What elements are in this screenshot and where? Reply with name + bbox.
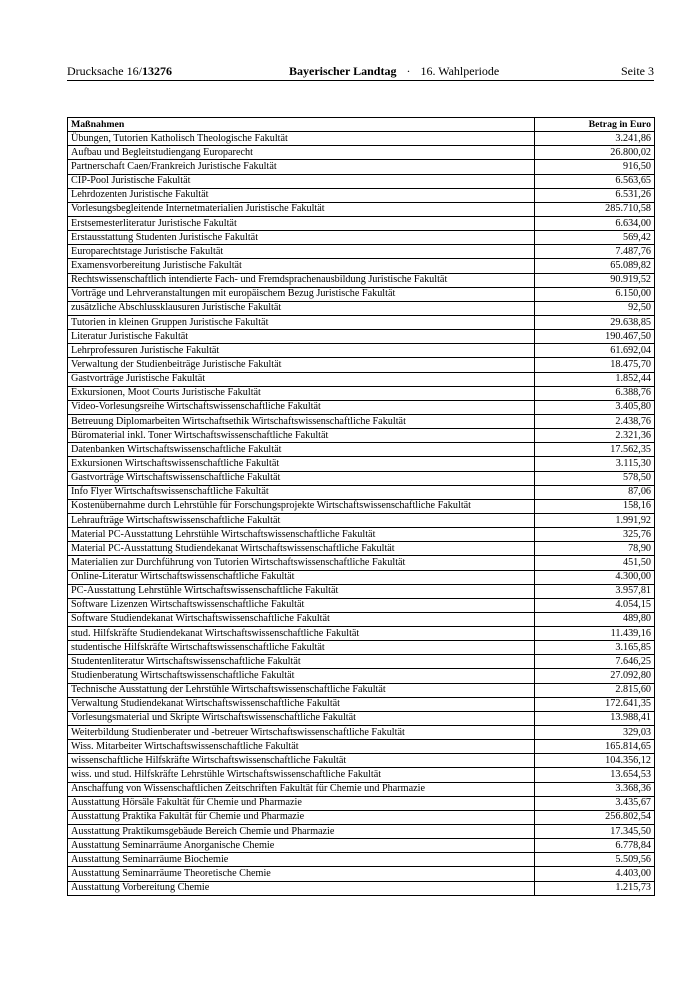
table-row bbox=[68, 443, 655, 457]
table-row bbox=[68, 612, 655, 626]
column-header-amount: Betrag in Euro bbox=[535, 118, 655, 132]
measure-name: Büromaterial inkl. Toner Wirtschaftswissenschaftliche Fakultät bbox=[68, 429, 535, 443]
measure-name: Ausstattung Praktika Fakultät für Chemie und Pharmazie bbox=[68, 810, 535, 824]
measure-name: Kostenübernahme durch Lehrstühle für Forschungsprojekte Wirtschaftswissenschaftliche Fakultät bbox=[68, 499, 535, 513]
table-row bbox=[68, 556, 655, 570]
measure-amount: 13.988,41 bbox=[535, 711, 655, 725]
measure-name: Software Lizenzen Wirtschaftswissenschaftliche Fakultät bbox=[68, 598, 535, 612]
table-row bbox=[68, 598, 655, 612]
table-row bbox=[68, 754, 655, 768]
measure-amount: 6.531,26 bbox=[535, 188, 655, 202]
measure-amount: 3.957,81 bbox=[535, 584, 655, 598]
measure-amount: 78,90 bbox=[535, 542, 655, 556]
column-header-measures: Maßnahmen bbox=[68, 118, 535, 132]
table-row bbox=[68, 669, 655, 683]
measure-name: Weiterbildung Studienberater und -betreuer Wirtschaftswissenschaftliche Fakultät bbox=[68, 726, 535, 740]
measure-name: wiss. und stud. Hilfskräfte Lehrstühle Wirtschaftswissenschaftliche Fakultät bbox=[68, 768, 535, 782]
measure-name: Studentenliteratur Wirtschaftswissenschaftliche Fakultät bbox=[68, 655, 535, 669]
measures-table bbox=[67, 117, 655, 896]
measure-amount: 190.467,50 bbox=[535, 330, 655, 344]
measure-amount: 3.115,30 bbox=[535, 457, 655, 471]
table-row bbox=[68, 429, 655, 443]
measure-name: Literatur Juristische Fakultät bbox=[68, 330, 535, 344]
table-row bbox=[68, 655, 655, 669]
measure-name: zusätzliche Abschlussklausuren Juristische Fakultät bbox=[68, 301, 535, 315]
measure-amount: 569,42 bbox=[535, 231, 655, 245]
measure-amount: 61.692,04 bbox=[535, 344, 655, 358]
measure-amount: 3.165,85 bbox=[535, 641, 655, 655]
table-row bbox=[68, 245, 655, 259]
measure-amount: 7.646,25 bbox=[535, 655, 655, 669]
table-row bbox=[68, 132, 655, 146]
measure-amount: 2.321,36 bbox=[535, 429, 655, 443]
measure-name: Verwaltung der Studienbeiträge Juristische Fakultät bbox=[68, 358, 535, 372]
table-row bbox=[68, 726, 655, 740]
measure-name: Video-Vorlesungsreihe Wirtschaftswissenschaftliche Fakultät bbox=[68, 400, 535, 414]
measure-name: Datenbanken Wirtschaftswissenschaftliche Fakultät bbox=[68, 443, 535, 457]
measure-name: Tutorien in kleinen Gruppen Juristische Fakultät bbox=[68, 315, 535, 329]
table-row bbox=[68, 839, 655, 853]
page-header bbox=[67, 63, 654, 79]
measure-amount: 256.802,54 bbox=[535, 810, 655, 824]
table-row bbox=[68, 386, 655, 400]
measure-amount: 158,16 bbox=[535, 499, 655, 513]
table-row bbox=[68, 315, 655, 329]
measure-amount: 90.919,52 bbox=[535, 273, 655, 287]
measure-amount: 6.634,00 bbox=[535, 216, 655, 230]
measure-name: Erstsemesterliteratur Juristische Fakultät bbox=[68, 216, 535, 230]
measure-amount: 172.641,35 bbox=[535, 697, 655, 711]
measure-amount: 5.509,56 bbox=[535, 853, 655, 867]
measure-amount: 1.852,44 bbox=[535, 372, 655, 386]
table-row bbox=[68, 853, 655, 867]
measure-name: Ausstattung Hörsäle Fakultät für Chemie und Pharmazie bbox=[68, 796, 535, 810]
measure-amount: 6.150,00 bbox=[535, 287, 655, 301]
measure-amount: 3.241,86 bbox=[535, 132, 655, 146]
measure-amount: 104.356,12 bbox=[535, 754, 655, 768]
measure-amount: 3.435,67 bbox=[535, 796, 655, 810]
measure-name: Ausstattung Seminarräume Biochemie bbox=[68, 853, 535, 867]
table-row bbox=[68, 499, 655, 513]
measure-name: Europarechtstage Juristische Fakultät bbox=[68, 245, 535, 259]
measure-name: Ausstattung Praktikumsgebäude Bereich Chemie und Pharmazie bbox=[68, 825, 535, 839]
measure-name: Betreuung Diplomarbeiten Wirtschaftsethik Wirtschaftswissenschaftliche Fakultät bbox=[68, 414, 535, 428]
measure-amount: 451,50 bbox=[535, 556, 655, 570]
measure-amount: 65.089,82 bbox=[535, 259, 655, 273]
table-body bbox=[68, 132, 655, 896]
table-row bbox=[68, 457, 655, 471]
measure-name: Erstausstattung Studenten Juristische Fakultät bbox=[68, 231, 535, 245]
measure-amount: 1.215,73 bbox=[535, 881, 655, 895]
measure-amount: 7.487,76 bbox=[535, 245, 655, 259]
table-row bbox=[68, 796, 655, 810]
measure-amount: 29.638,85 bbox=[535, 315, 655, 329]
table-row bbox=[68, 216, 655, 230]
measure-amount: 2.815,60 bbox=[535, 683, 655, 697]
measure-name: Lehraufträge Wirtschaftswissenschaftliche Fakultät bbox=[68, 513, 535, 527]
measure-name: Vorträge und Lehrveranstaltungen mit europäischem Bezug Juristische Fakultät bbox=[68, 287, 535, 301]
measure-amount: 6.778,84 bbox=[535, 839, 655, 853]
measure-name: Gastvorträge Juristische Fakultät bbox=[68, 372, 535, 386]
measure-amount: 4.403,00 bbox=[535, 867, 655, 881]
table-row bbox=[68, 740, 655, 754]
measure-name: Material PC-Ausstattung Studiendekanat Wirtschaftswissenschaftliche Fakultät bbox=[68, 542, 535, 556]
table-row bbox=[68, 697, 655, 711]
measure-name: Materialien zur Durchführung von Tutorien Wirtschaftswissenschaftliche Fakultät bbox=[68, 556, 535, 570]
table-row bbox=[68, 231, 655, 245]
measure-name: Technische Ausstattung der Lehrstühle Wirtschaftswissenschaftliche Fakultät bbox=[68, 683, 535, 697]
measure-amount: 87,06 bbox=[535, 485, 655, 499]
measure-name: Software Studiendekanat Wirtschaftswissenschaftliche Fakultät bbox=[68, 612, 535, 626]
document-prefix: Drucksache 16/ bbox=[67, 64, 142, 78]
measure-name: CIP-Pool Juristische Fakultät bbox=[68, 174, 535, 188]
measure-amount: 92,50 bbox=[535, 301, 655, 315]
measure-amount: 6.563,65 bbox=[535, 174, 655, 188]
document-number bbox=[67, 63, 172, 79]
measure-amount: 3.368,36 bbox=[535, 782, 655, 796]
measure-amount: 329,03 bbox=[535, 726, 655, 740]
table-row bbox=[68, 372, 655, 386]
measure-name: Online-Literatur Wirtschaftswissenschaftliche Fakultät bbox=[68, 570, 535, 584]
table-header-row bbox=[68, 118, 655, 132]
measure-name: Wiss. Mitarbeiter Wirtschaftswissenschaftliche Fakultät bbox=[68, 740, 535, 754]
table-row bbox=[68, 259, 655, 273]
measure-amount: 3.405,80 bbox=[535, 400, 655, 414]
header-rule bbox=[67, 80, 654, 81]
table-row bbox=[68, 711, 655, 725]
measure-name: Lehrprofessuren Juristische Fakultät bbox=[68, 344, 535, 358]
table-row bbox=[68, 881, 655, 895]
measure-amount: 11.439,16 bbox=[535, 627, 655, 641]
document-id: 13276 bbox=[141, 64, 172, 78]
measure-name: Anschaffung von Wissenschaftlichen Zeitschriften Fakultät für Chemie und Pharmazie bbox=[68, 782, 535, 796]
measure-amount: 17.562,35 bbox=[535, 443, 655, 457]
page-number: Seite 3 bbox=[621, 64, 654, 78]
parliament-title: Bayerischer Landtag bbox=[289, 64, 397, 78]
table-row bbox=[68, 146, 655, 160]
measure-amount: 578,50 bbox=[535, 471, 655, 485]
measure-amount: 13.654,53 bbox=[535, 768, 655, 782]
measure-amount: 165.814,65 bbox=[535, 740, 655, 754]
measure-name: Lehrdozenten Juristische Fakultät bbox=[68, 188, 535, 202]
table-row bbox=[68, 528, 655, 542]
table-row bbox=[68, 570, 655, 584]
table-row bbox=[68, 301, 655, 315]
measure-name: Ausstattung Seminarräume Anorganische Chemie bbox=[68, 839, 535, 853]
table-row bbox=[68, 273, 655, 287]
table-row bbox=[68, 683, 655, 697]
measure-name: Vorlesungsbegleitende Internetmaterialien Juristische Fakultät bbox=[68, 202, 535, 216]
table-row bbox=[68, 542, 655, 556]
measure-amount: 26.800,02 bbox=[535, 146, 655, 160]
table-row bbox=[68, 160, 655, 174]
table-row bbox=[68, 400, 655, 414]
measure-name: Ausstattung Seminarräume Theoretische Chemie bbox=[68, 867, 535, 881]
measure-name: Info Flyer Wirtschaftswissenschaftliche Fakultät bbox=[68, 485, 535, 499]
measure-name: Verwaltung Studiendekanat Wirtschaftswissenschaftliche Fakultät bbox=[68, 697, 535, 711]
header-center bbox=[289, 63, 499, 79]
measure-amount: 18.475,70 bbox=[535, 358, 655, 372]
measure-amount: 1.991,92 bbox=[535, 513, 655, 527]
measure-name: Rechtswissenschaftlich intendierte Fach- und Fremdsprachenausbildung Juristische Fakultät bbox=[68, 273, 535, 287]
measure-amount: 916,50 bbox=[535, 160, 655, 174]
table-row bbox=[68, 202, 655, 216]
legislative-period: 16. Wahlperiode bbox=[420, 64, 500, 78]
table-row bbox=[68, 330, 655, 344]
measure-name: Übungen, Tutorien Katholisch Theologische Fakultät bbox=[68, 132, 535, 146]
table-row bbox=[68, 485, 655, 499]
header-separator: · bbox=[406, 64, 411, 78]
table-row bbox=[68, 810, 655, 824]
table-row bbox=[68, 358, 655, 372]
measure-name: Vorlesungsmaterial und Skripte Wirtschaftswissenschaftliche Fakultät bbox=[68, 711, 535, 725]
measure-amount: 285.710,58 bbox=[535, 202, 655, 216]
measure-amount: 325,76 bbox=[535, 528, 655, 542]
measure-name: Ausstattung Vorbereitung Chemie bbox=[68, 881, 535, 895]
table-row bbox=[68, 627, 655, 641]
measure-name: Material PC-Ausstattung Lehrstühle Wirtschaftswissenschaftliche Fakultät bbox=[68, 528, 535, 542]
measure-amount: 27.092,80 bbox=[535, 669, 655, 683]
table-row bbox=[68, 287, 655, 301]
measure-name: Exkursionen Wirtschaftswissenschaftliche Fakultät bbox=[68, 457, 535, 471]
measure-amount: 17.345,50 bbox=[535, 825, 655, 839]
measure-name: Exkursionen, Moot Courts Juristische Fakultät bbox=[68, 386, 535, 400]
measure-name: Aufbau und Begleitstudiengang Europarecht bbox=[68, 146, 535, 160]
table-row bbox=[68, 768, 655, 782]
table-row bbox=[68, 344, 655, 358]
table-row bbox=[68, 782, 655, 796]
table-row bbox=[68, 825, 655, 839]
table-row bbox=[68, 584, 655, 598]
table-row bbox=[68, 188, 655, 202]
measure-name: wissenschaftliche Hilfskräfte Wirtschaftswissenschaftliche Fakultät bbox=[68, 754, 535, 768]
measure-name: Examensvorbereitung Juristische Fakultät bbox=[68, 259, 535, 273]
table-row bbox=[68, 867, 655, 881]
table-row bbox=[68, 641, 655, 655]
measure-name: Gastvorträge Wirtschaftswissenschaftliche Fakultät bbox=[68, 471, 535, 485]
table-row bbox=[68, 174, 655, 188]
measure-name: Partnerschaft Caen/Frankreich Juristische Fakultät bbox=[68, 160, 535, 174]
table-row bbox=[68, 513, 655, 527]
table-row bbox=[68, 471, 655, 485]
measure-amount: 489,80 bbox=[535, 612, 655, 626]
measure-name: Studienberatung Wirtschaftswissenschaftliche Fakultät bbox=[68, 669, 535, 683]
measure-name: studentische Hilfskräfte Wirtschaftswissenschaftliche Fakultät bbox=[68, 641, 535, 655]
measure-amount: 4.300,00 bbox=[535, 570, 655, 584]
table-row bbox=[68, 414, 655, 428]
measure-amount: 4.054,15 bbox=[535, 598, 655, 612]
measure-amount: 6.388,76 bbox=[535, 386, 655, 400]
measure-amount: 2.438,76 bbox=[535, 414, 655, 428]
measure-name: PC-Ausstattung Lehrstühle Wirtschaftswissenschaftliche Fakultät bbox=[68, 584, 535, 598]
measure-name: stud. Hilfskräfte Studiendekanat Wirtschaftswissenschaftliche Fakultät bbox=[68, 627, 535, 641]
